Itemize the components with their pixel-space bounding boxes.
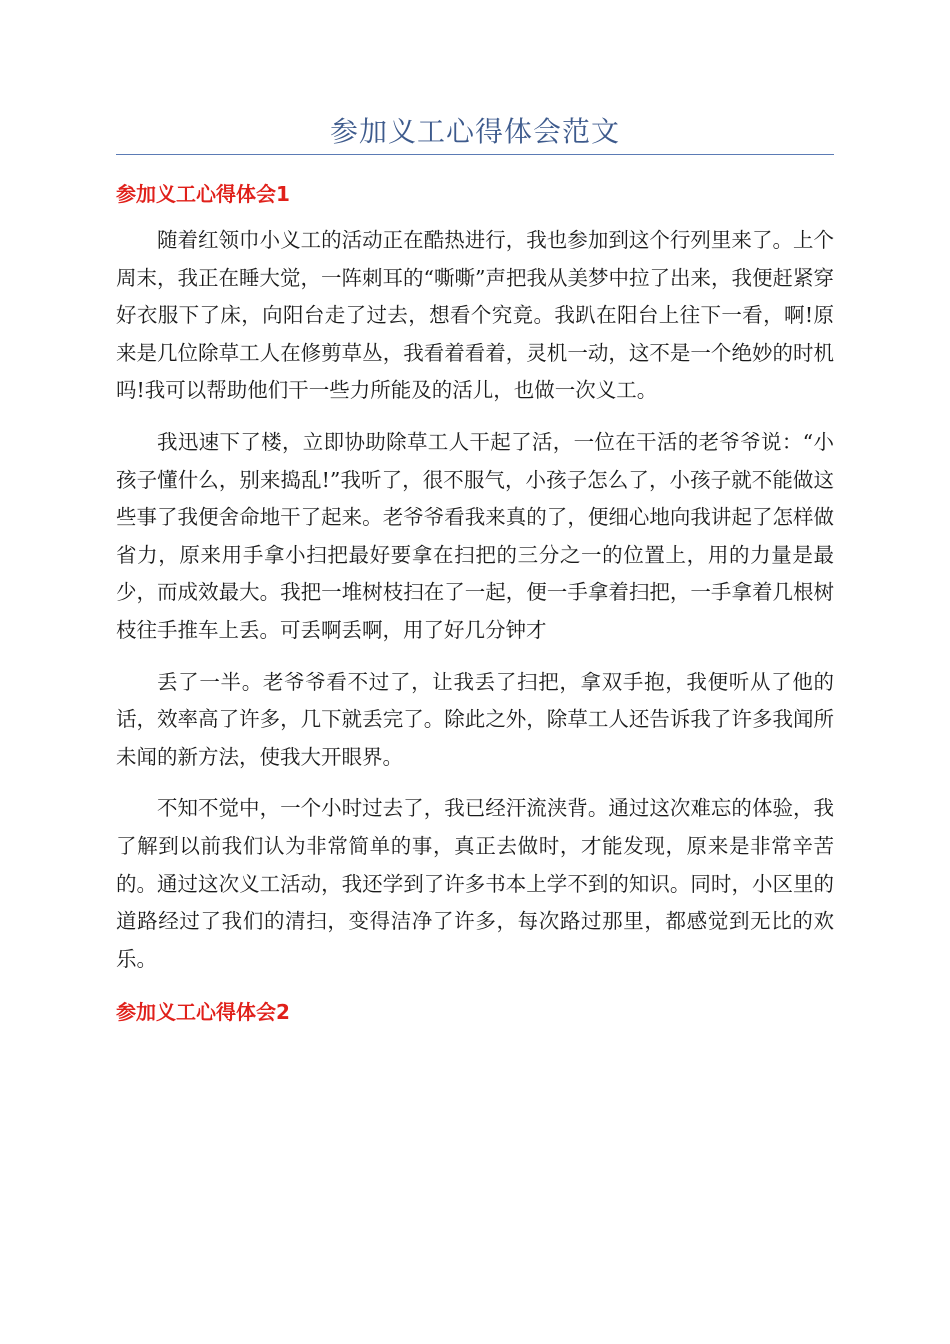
section-heading-1: 参加义工心得体会1 xyxy=(116,182,290,206)
paragraph-4: 不知不觉中，一个小时过去了，我已经汗流浃背。通过这次难忘的体验，我了解到以前我们认为非常简单的事，真正去做时，才能发现，原来是非常辛苦的。通过这次义工活动，我还学到了许多书本上学不到的知识。同时，小区里的道路经过了我们的清扫，变得洁净了许多，每次路过那里，都感觉到无比的欢乐。 xyxy=(116,796,834,971)
paragraph-3: 丢了一半。老爷爷看不过了，让我丢了扫把，拿双手抱，我便听从了他的话，效率高了许多，几下就丢完了。除此之外，除草工人还告诉我了许多我闻所未闻的新方法，使我大开眼界。 xyxy=(116,669,834,769)
document-title: 参加义工心得体会范文 xyxy=(329,115,620,148)
section-heading-2: 参加义工心得体会2 xyxy=(116,1000,290,1025)
paragraph-2: 我迅速下了楼，立即协助除草工人干起了活，一位在干活的老爷爷说：“小孩子懂什么，别来捣乱!”我听了，很不服气，小孩子怎么了，小孩子就不能做这些事了我便舍命地干了起来。老爷爷看我来真的了，便细心地向我讲起了怎样做省力，原来用手拿小扫把最好要拿在扫把的三分之一的位置上，用的力量是最少，而成效最大。我把一堆树枝扫在了一起，便一手拿着扫把，一手拿着几根树枝往手推车上丢。可丢啊丢啊，用了好几分钟才 xyxy=(116,429,834,642)
title-divider xyxy=(116,154,834,155)
document-body xyxy=(116,178,834,1040)
paragraph-1: 随着红领巾小义工的活动正在酷热进行，我也参加到这个行列里来了。上个周末，我正在睡大觉，一阵刺耳的“嘶嘶”声把我从美梦中拉了出来，我便赶紧穿好衣服下了床，向阳台走了过去，想看个究竟。我趴在阳台上往下一看，啊!原来是几位除草工人在修剪草丛，我看着看着，灵机一动，这不是一个绝妙的时机吗!我可以帮助他们干一些力所能及的活儿，也做一次义工。 xyxy=(116,228,834,403)
